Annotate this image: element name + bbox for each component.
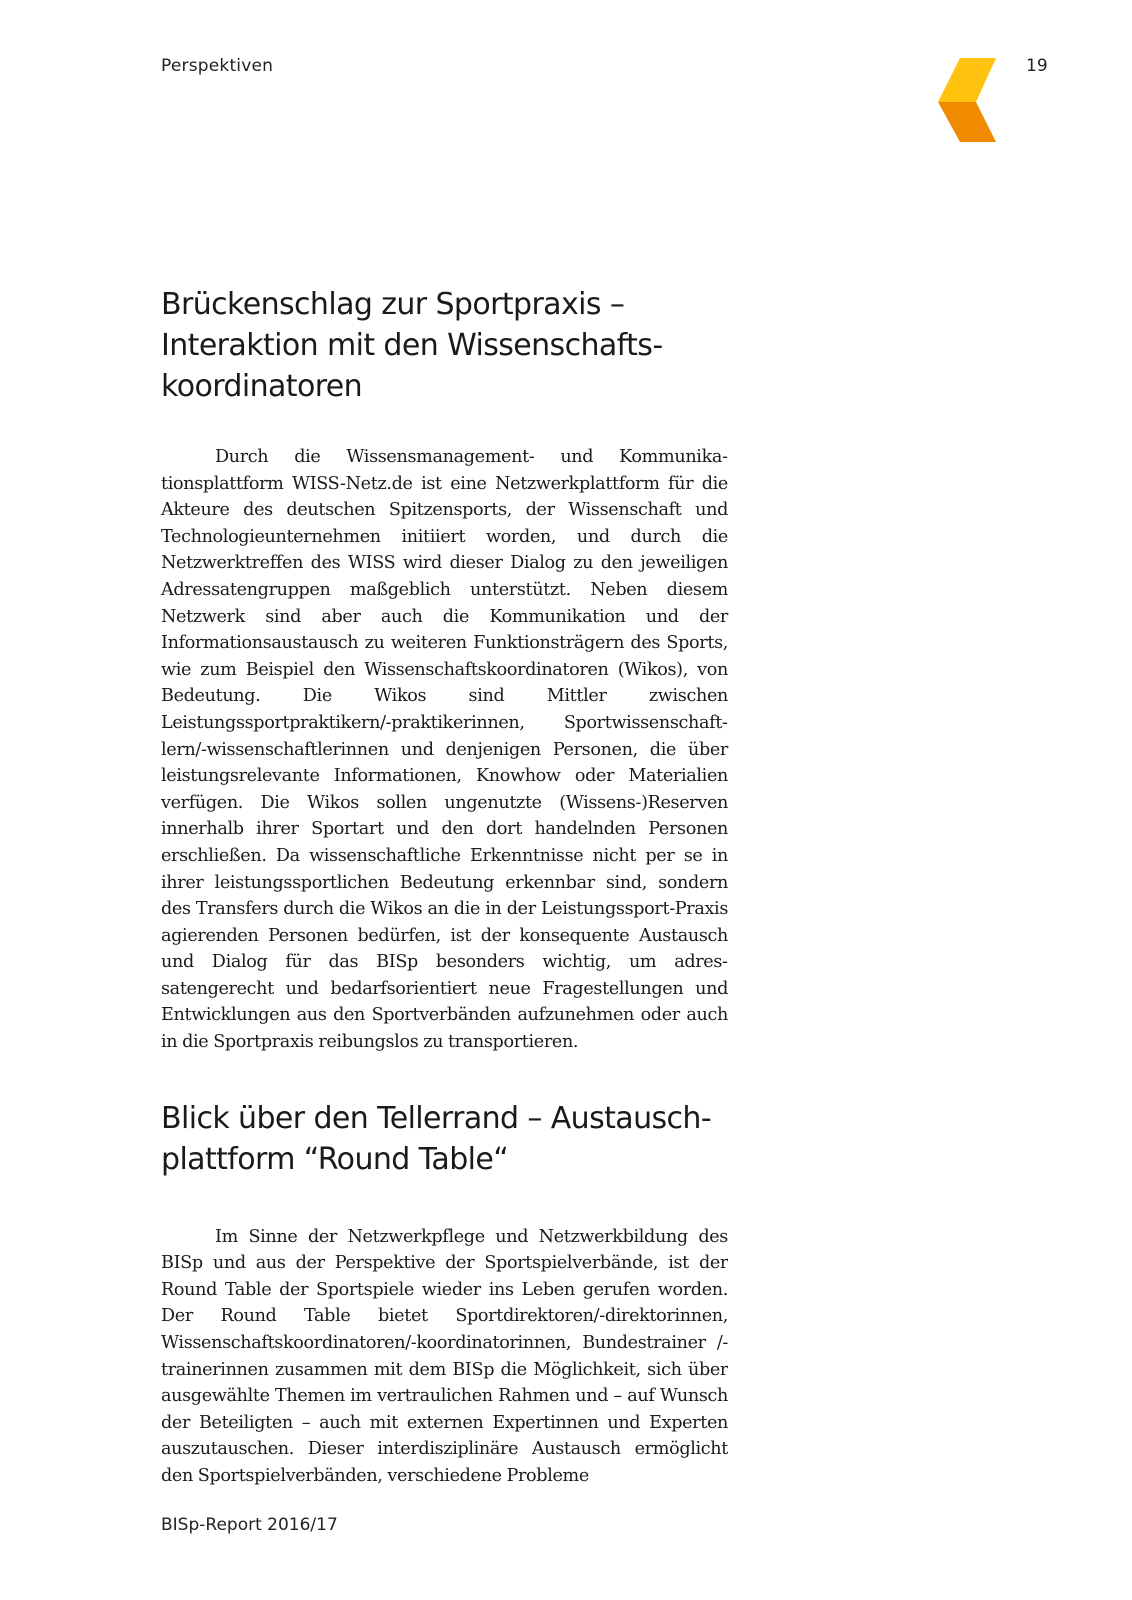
section-title-bridge-to-sports-practice: Brückenschlag zur Sportpraxis – Interaktion mit den Wissenschaftskoordinatoren <box>161 287 664 404</box>
paragraph-science-coordinators: Durch die Wissensmanagement- und Kommunikationsplattform WISS-Netz.de ist eine Netzwerkplattform für die Akteure des deutschen Spitzensports, der Wissenschaft und Technologieunternehmen initiiert worden, und durch die Netzwerktreffen des WISS wird dieser Dialog zu den jeweiligen Adressatengruppen maßgeblich unterstützt. Neben diesem Netzwerk sind aber auch die Kommunikation und der Informationsaustausch zu weiteren Funktionsträgern des Sports, wie zum Beispiel den Wissenschaftskoordinatoren (Wikos), von Bedeutung. Die Wikos sind Mittler zwischen Leistungssportpraktikern/-praktikerinnen, Sportwissenschaftlern/-wissenschaftlerinnen und denjenigen Personen, die über leistungsrelevante Informationen, Knowhow oder Materialien verfügen. Die Wikos sollen ungenutzte (Wissens-)Reserven innerhalb ihrer Sportart und den dort handelnden Personen erschließen. Da wissenschaftliche Erkenntnisse nicht per se in ihrer leistungssportlichen Bedeutung erkennbar sind, sondern des Transfers durch die Wikos an die in der Leistungssport-Praxis agierenden Personen bedürfen, ist der konsequente Austausch und Dialog für das BISp besonders wichtig, um adressatengerecht und bedarfsorientiert neue Fragestellungen und Entwicklungen aus den Sportverbänden aufzunehmen oder auch in die Sportpraxis reibungslos zu transportieren. <box>161 447 728 1053</box>
logo-upper-chevron <box>938 58 996 102</box>
paragraph-round-table: Im Sinne der Netzwerkpflege und Netzwerkbildung des BISp und aus der Perspektive der Sportspielverbände, ist der Round Table der Sportspiele wieder ins Leben gerufen worden. Der Round Table bietet Sportdirektoren/-direktorinnen, Wissenschaftskoordinatoren/-koordinatorinnen, Bundestrainer /-trainerinnen zusammen mit dem BISp die Möglichkeit, sich über ausgewählte Themen im vertraulichen Rahmen und – auf Wunsch der Beteiligten – auch mit externen Expertinnen und Experten auszutauschen. Dieser interdisziplinäre Austausch ermöglicht den Sportspielverbänden, verschiedene Probleme <box>161 1226 728 1486</box>
footer-report-title: BISp-Report 2016/17 <box>161 1515 338 1535</box>
article-body <box>161 284 728 1488</box>
page-number: 19 <box>1026 56 1048 76</box>
running-head: Perspektiven <box>161 56 274 76</box>
logo-lower-chevron <box>938 102 996 142</box>
section-title-round-table: Blick über den Tellerrand – Austauschplattform “Round Table“ <box>161 1100 712 1177</box>
bisp-chevron-logo-icon <box>938 58 998 142</box>
